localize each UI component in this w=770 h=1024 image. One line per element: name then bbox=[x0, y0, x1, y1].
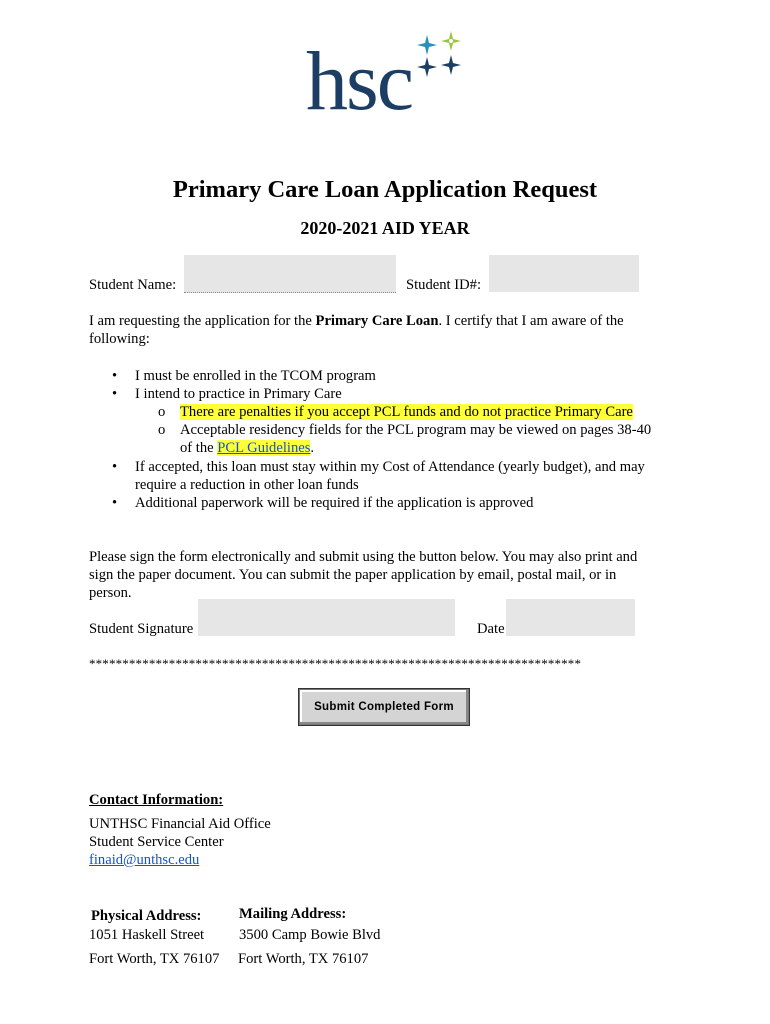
intro-text-line2: following: bbox=[89, 331, 150, 347]
student-id-field[interactable] bbox=[489, 255, 639, 292]
signature-label: Student Signature bbox=[89, 621, 194, 637]
highlighted-penalty-text: There are penalties if you accept PCL funds and do not practice Primary Care bbox=[180, 404, 633, 420]
student-name-field[interactable] bbox=[184, 255, 396, 293]
instructions-line: Please sign the form electronically and submit using the button below. You may also print and bbox=[89, 549, 638, 565]
bullet-dot: • bbox=[112, 459, 118, 475]
bullet-paperwork: Additional paperwork will be required if the application is approved bbox=[135, 495, 534, 511]
bullet-tcom: I must be enrolled in the TCOM program bbox=[135, 368, 376, 384]
bullet-cost-of-attendance-cont: require a reduction in other loan funds bbox=[135, 477, 359, 493]
student-name-label: Student Name: bbox=[89, 277, 177, 293]
date-field[interactable] bbox=[506, 599, 635, 636]
pcl-guidelines-link[interactable]: PCL Guidelines bbox=[217, 440, 311, 456]
asterisk-separator: ************************************************************************** bbox=[89, 656, 582, 671]
aid-year-subtitle: 2020-2021 AID YEAR bbox=[300, 218, 470, 238]
intro-paragraph bbox=[89, 312, 689, 348]
mailing-city: Fort Worth, TX 76107 bbox=[238, 951, 369, 967]
bullet-primary-care: I intend to practice in Primary Care bbox=[135, 386, 342, 402]
date-label: Date bbox=[477, 621, 505, 637]
sub-bullet-marker: o bbox=[158, 404, 166, 420]
physical-address-heading: Physical Address: bbox=[91, 908, 202, 924]
submit-completed-form-button[interactable]: Submit Completed Form bbox=[299, 689, 469, 725]
guidelines-suffix: . bbox=[310, 440, 315, 456]
contact-office: UNTHSC Financial Aid Office bbox=[89, 816, 271, 832]
mailing-street: 3500 Camp Bowie Blvd bbox=[239, 927, 381, 943]
hsc-logo: hsc bbox=[306, 35, 412, 128]
contact-email-link[interactable]: finaid@unthsc.edu bbox=[89, 852, 200, 868]
intro-text-cont: . I certify that I am aware of the bbox=[438, 313, 624, 329]
contact-heading: Contact Information: bbox=[89, 792, 224, 808]
signature-field[interactable] bbox=[198, 599, 455, 636]
instructions-line: person. bbox=[89, 585, 132, 601]
physical-street: 1051 Haskell Street bbox=[89, 927, 205, 943]
bullet-dot: • bbox=[112, 386, 118, 402]
guidelines-prefix: of the bbox=[180, 440, 218, 456]
bullet-dot: • bbox=[112, 495, 118, 511]
mailing-address-heading: Mailing Address: bbox=[239, 906, 347, 922]
sub-bullet-residency-cont bbox=[180, 439, 314, 457]
student-id-label: Student ID#: bbox=[406, 277, 481, 293]
bullet-cost-of-attendance: If accepted, this loan must stay within my Cost of Attendance (yearly budget), and may bbox=[135, 459, 645, 475]
page-title: Primary Care Loan Application Request bbox=[172, 176, 598, 203]
sub-bullet-penalties bbox=[180, 403, 633, 421]
intro-text: I am requesting the application for the bbox=[89, 313, 316, 329]
intro-loan-name: Primary Care Loan bbox=[315, 313, 439, 329]
instructions-paragraph bbox=[89, 548, 729, 602]
physical-city: Fort Worth, TX 76107 bbox=[89, 951, 220, 967]
sparkle-stars-icon bbox=[413, 31, 469, 83]
instructions-line: sign the paper document. You can submit the paper application by email, postal mail, or in bbox=[89, 567, 617, 583]
bullet-dot: • bbox=[112, 368, 118, 384]
sub-bullet-marker: o bbox=[158, 422, 166, 438]
contact-center: Student Service Center bbox=[89, 834, 224, 850]
sub-bullet-residency: Acceptable residency fields for the PCL program may be viewed on pages 38-40 bbox=[180, 422, 652, 438]
